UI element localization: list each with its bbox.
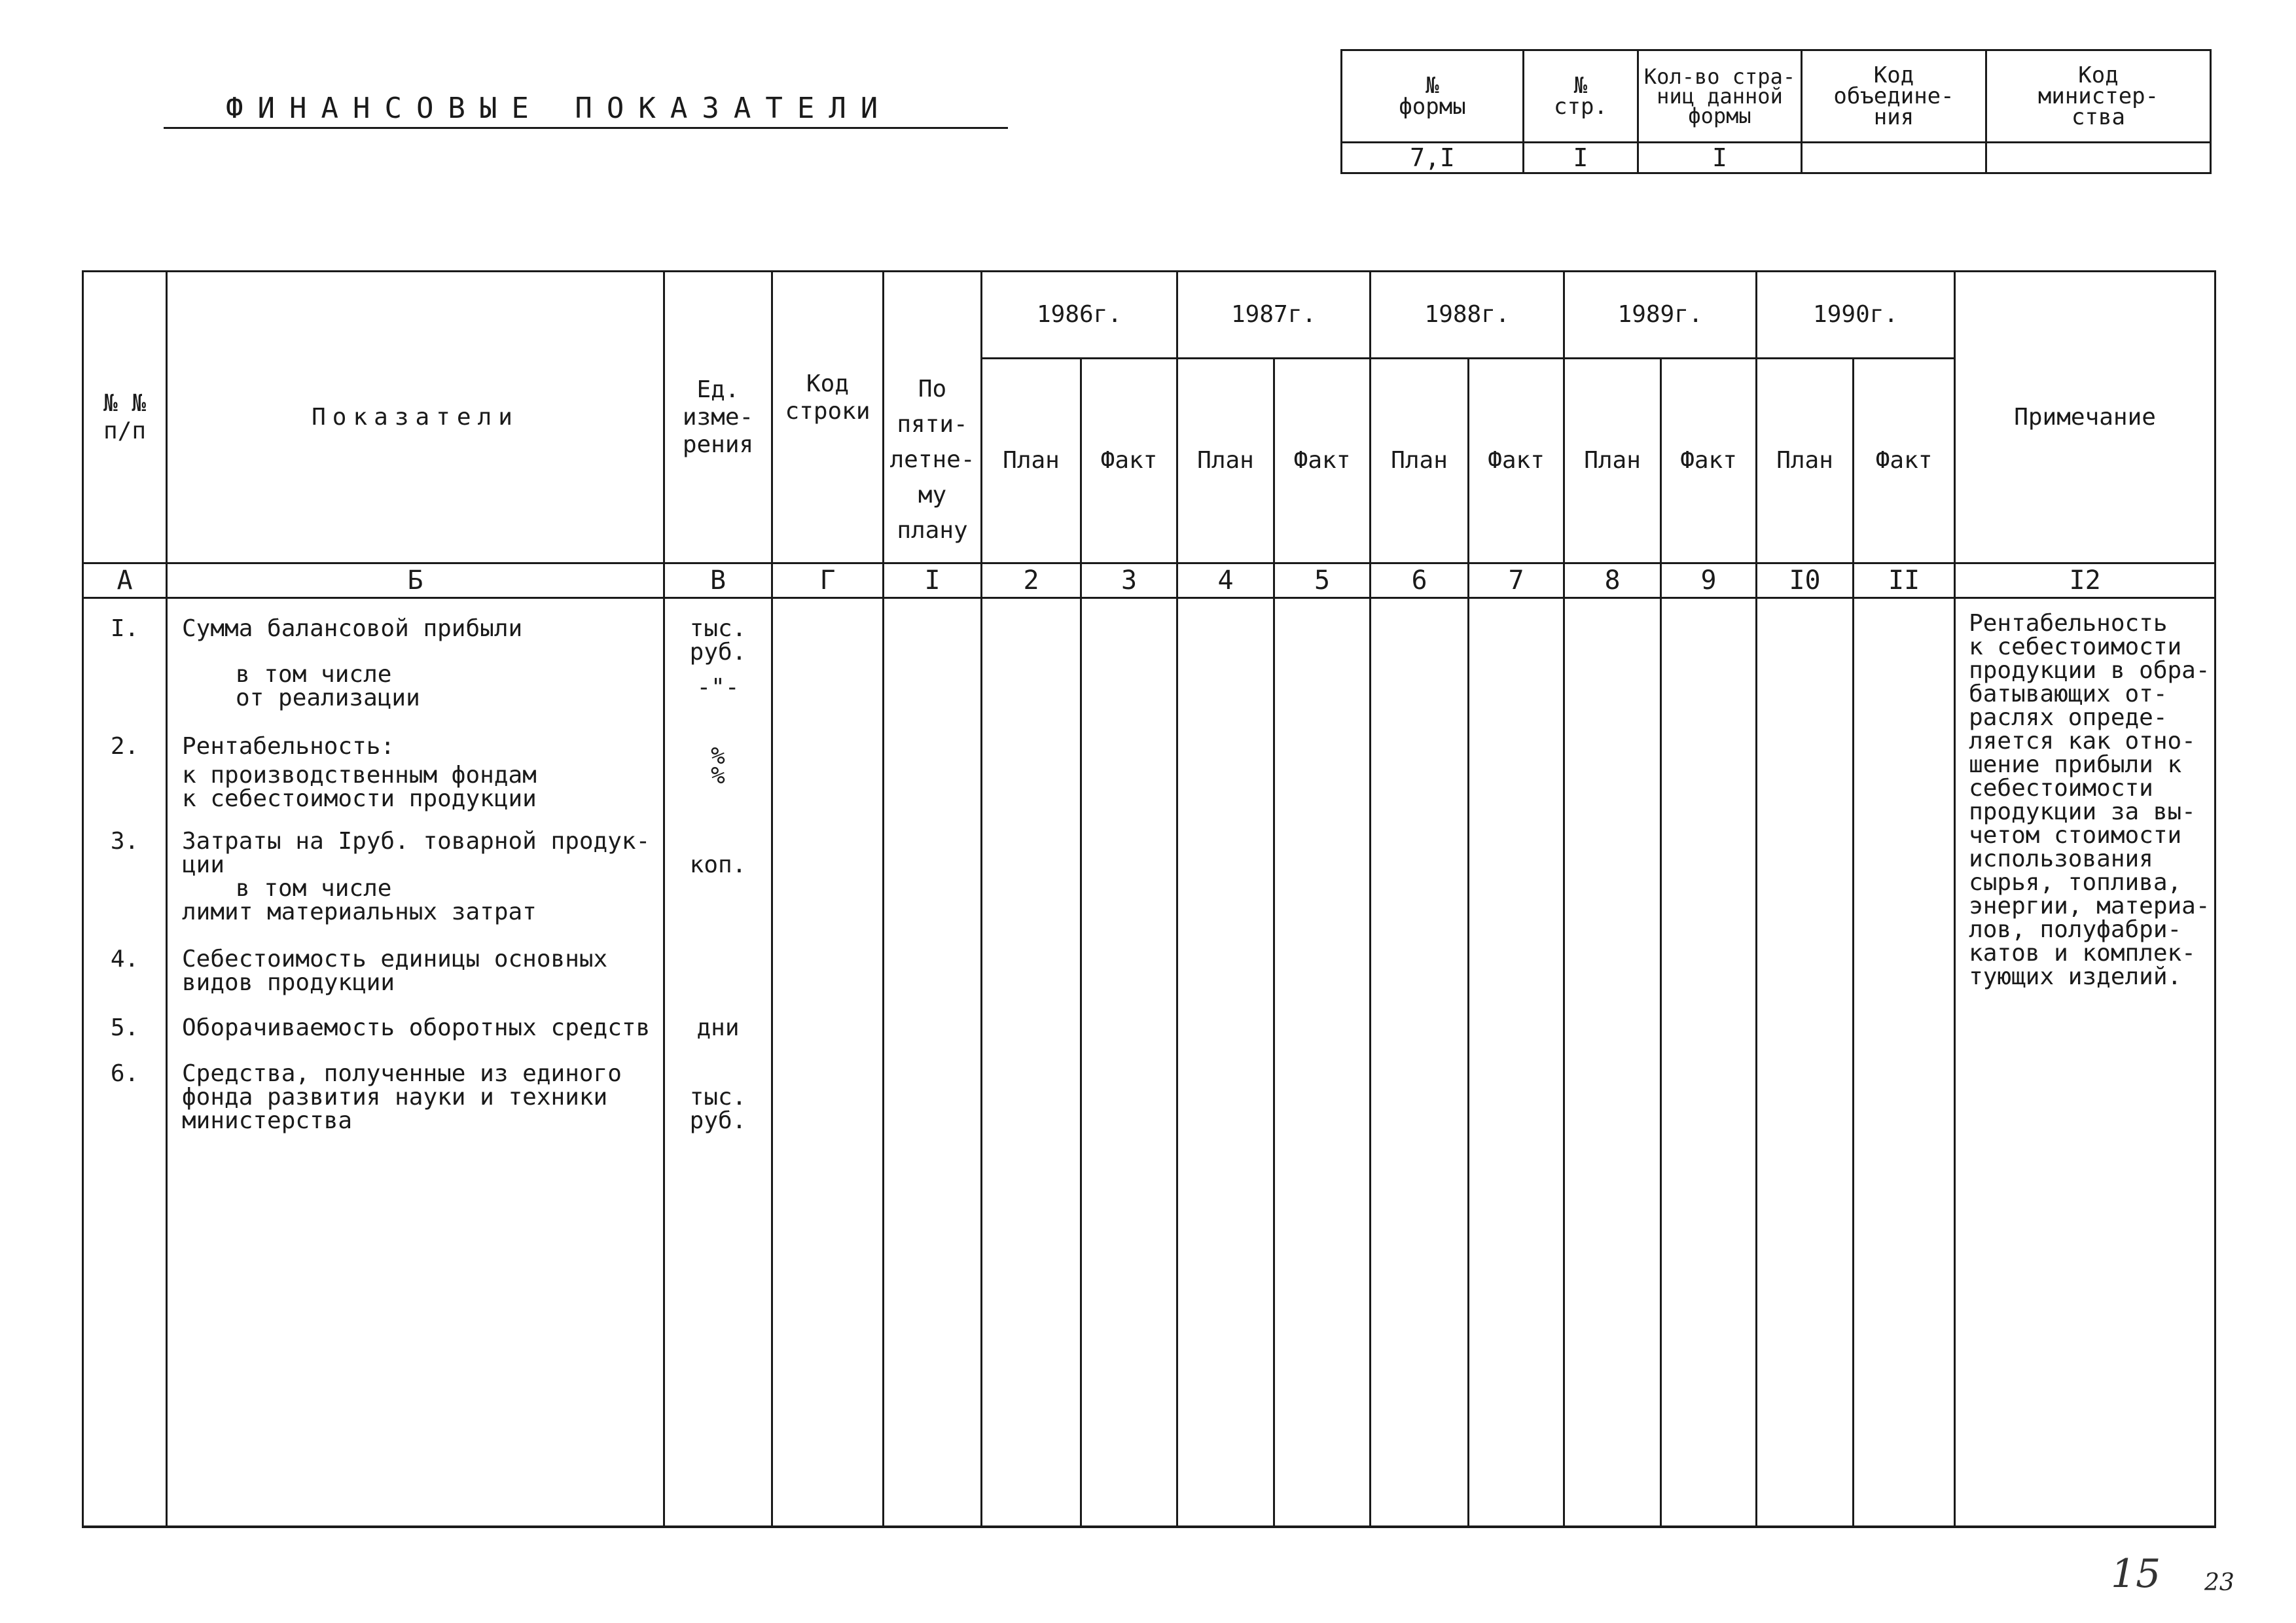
header-row-code: Код строки: [772, 272, 884, 563]
header-unit: Ед. изме- рения: [664, 272, 772, 563]
row-number: 3.: [110, 828, 139, 855]
row-number: 6.: [110, 1060, 139, 1087]
index-cell: 6: [1371, 563, 1469, 598]
title-underline: [164, 127, 1008, 129]
header-plan: План: [1564, 359, 1661, 563]
header-fact: Факт: [1661, 359, 1757, 563]
header-row-number: № № п/п: [83, 272, 167, 563]
indicator-2: Рентабельность: к производственным фондам к себестоимости продукции: [182, 733, 537, 812]
index-cell: Г: [772, 563, 884, 598]
index-cell: I: [884, 563, 982, 598]
header-fact: Факт: [1854, 359, 1955, 563]
unit-1: тыс. руб. -"-: [689, 615, 747, 701]
unit-2: % %: [711, 743, 725, 789]
empty-cell: [982, 598, 1081, 1527]
association-code-header: Код объедине- ния: [1802, 50, 1986, 143]
unit-5: дни: [696, 1014, 740, 1041]
units-column: [664, 598, 772, 1527]
header-indicators: Показатели: [167, 272, 664, 563]
page-number-header: № стр.: [1524, 50, 1638, 143]
empty-cell: [1564, 598, 1661, 1527]
indicator-6: Средства, полученные из единого фонда развития науки и техники министерства: [182, 1060, 622, 1134]
association-code-value: [1802, 143, 1986, 173]
index-cell: 3: [1081, 563, 1177, 598]
ministry-code-header: Код министер- ства: [1986, 50, 2211, 143]
ministry-code-value: [1986, 143, 2211, 173]
index-cell: 5: [1274, 563, 1371, 598]
header-fact: Факт: [1469, 359, 1564, 563]
empty-cell: [1661, 598, 1757, 1527]
header-plan: План: [1757, 359, 1854, 563]
header-plan: План: [1177, 359, 1274, 563]
index-cell: I0: [1757, 563, 1854, 598]
index-cell: I2: [1955, 563, 2215, 598]
header-year-1986: 1986г.: [982, 272, 1177, 359]
header-year-1989: 1989г.: [1564, 272, 1757, 359]
form-info-table: [1340, 49, 2212, 174]
index-cell: 9: [1661, 563, 1757, 598]
financial-indicators-table: [82, 270, 2216, 1528]
indicator-1: Сумма балансовой прибыли в том числе от реализации: [182, 615, 523, 711]
index-cell: В: [664, 563, 772, 598]
unit-6: тыс. руб.: [689, 1084, 747, 1134]
row-number: 2.: [110, 733, 139, 760]
empty-cell: [1081, 598, 1177, 1527]
page-count-header: Кол-во стра- ниц данной формы: [1638, 50, 1802, 143]
empty-cell: [1469, 598, 1564, 1527]
empty-cell: [1757, 598, 1854, 1527]
header-fact: Факт: [1081, 359, 1177, 563]
row-number: I.: [110, 615, 139, 642]
index-cell: 4: [1177, 563, 1274, 598]
row-number: 5.: [110, 1014, 139, 1041]
header-plan: План: [982, 359, 1081, 563]
unit-3: коп.: [689, 851, 747, 878]
index-cell: 7: [1469, 563, 1564, 598]
header-five-year-plan: По пяти- летне- му плану: [884, 272, 982, 563]
row-numbers-column: [83, 598, 167, 1527]
form-number-header: № формы: [1342, 50, 1524, 143]
empty-cell: [772, 598, 884, 1527]
page-count-value: I: [1638, 143, 1802, 173]
indicators-column: [167, 598, 664, 1527]
index-cell: Б: [167, 563, 664, 598]
row-number: 4.: [110, 946, 139, 972]
empty-cell: [1177, 598, 1274, 1527]
header-note: Примечание: [1955, 272, 2215, 563]
form-number-value: 7,I: [1342, 143, 1524, 173]
empty-cell: [1274, 598, 1371, 1527]
handwritten-page-mark: 15: [2111, 1551, 2161, 1597]
index-cell: А: [83, 563, 167, 598]
indicator-3: Затраты на Iруб. товарной продук- ции в том числе лимит материальных затрат: [182, 828, 651, 925]
note-text: Рентабельность к себестоимости продукции в обра- батывающих от- раслях опреде- ляется как отно- шение прибыли к себестоимости продукции за вы- четом стоимости использования сырья, топлива, энергии, материа- лов, полуфабри- катов и комплек- тующих изделий.: [1955, 598, 2215, 1527]
empty-cell: [1371, 598, 1469, 1527]
indicator-5: Оборачиваемость оборотных средств: [182, 1014, 651, 1041]
index-cell: 2: [982, 563, 1081, 598]
page-number-value: I: [1524, 143, 1638, 173]
header-plan: План: [1371, 359, 1469, 563]
unit-4: [668, 948, 768, 1016]
empty-cell: [884, 598, 982, 1527]
page-number: 23: [2204, 1569, 2234, 1596]
header-year-1987: 1987г.: [1177, 272, 1371, 359]
header-year-1990: 1990г.: [1757, 272, 1955, 359]
index-cell: II: [1854, 563, 1955, 598]
index-cell: 8: [1564, 563, 1661, 598]
page-title: ФИНАНСОВЫЕ ПОКАЗАТЕЛИ: [226, 92, 893, 125]
empty-cell: [1854, 598, 1955, 1527]
header-fact: Факт: [1274, 359, 1371, 563]
header-year-1988: 1988г.: [1371, 272, 1564, 359]
indicator-4: Себестоимость единицы основных видов продукции: [182, 946, 608, 996]
